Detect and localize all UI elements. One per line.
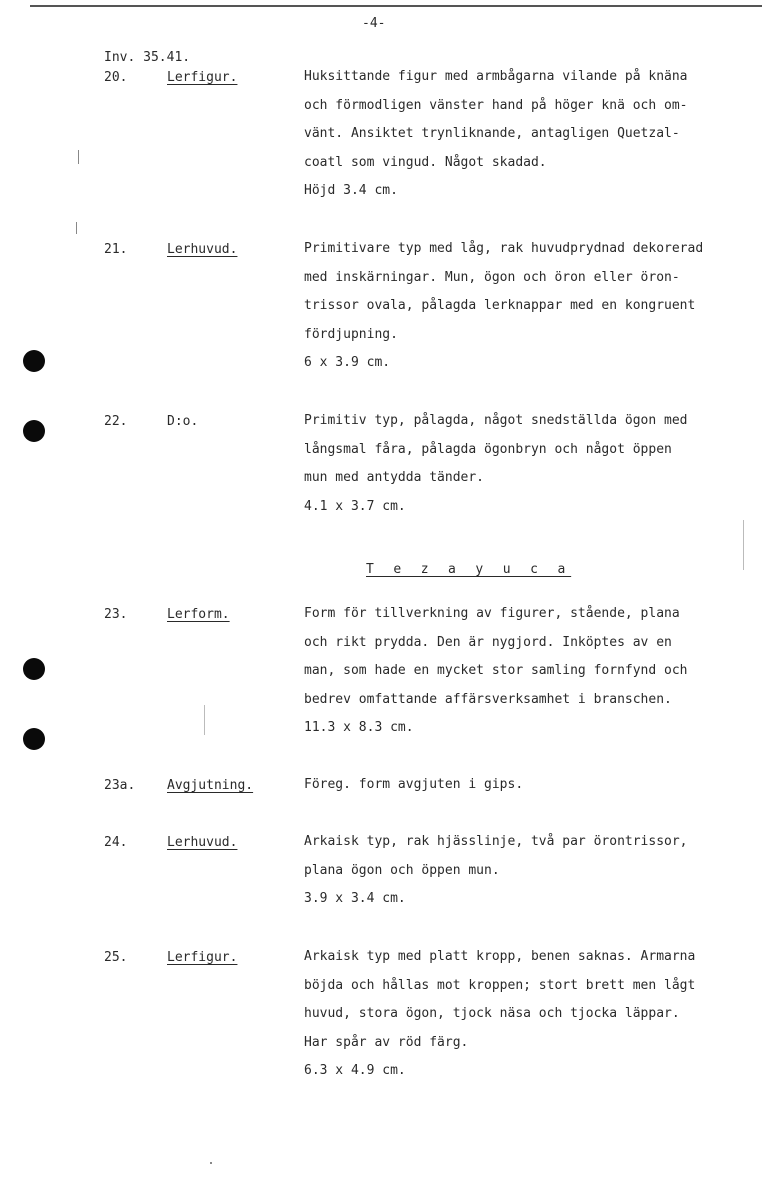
- entry-label: Lerfigur.: [167, 70, 238, 85]
- description-line: man, som hade en mycket stor samling fornfynd och: [304, 663, 688, 678]
- description-line: Primitivare typ med låg, rak huvudprydnad dekorerad: [304, 241, 704, 256]
- entry-label: Lerhuvud.: [167, 835, 238, 850]
- description-line: Form för tillverkning av figurer, stående, plana: [304, 606, 680, 621]
- description-line: Har spår av röd färg.: [304, 1034, 469, 1050]
- top-rule: [30, 5, 762, 7]
- entry-description: [304, 407, 749, 521]
- description-line: Föreg. form avgjuten i gips.: [304, 777, 524, 792]
- description-line: trissor ovala, pålagda lerknappar med en kongruent: [304, 298, 696, 313]
- entry-number: 22.: [104, 414, 128, 429]
- description-line: Höjd 3.4 cm.: [304, 183, 398, 198]
- description-line: 6 x 3.9 cm.: [304, 355, 391, 370]
- description-line: och rikt prydda. Den är nygjord. Inköptes av en: [304, 634, 672, 650]
- entry-number: 24.: [104, 835, 128, 850]
- description-line: Arkaisk typ, rak hjässlinje, två par örontrissor,: [304, 834, 688, 849]
- entry-description: [304, 63, 749, 206]
- entry-description: [304, 943, 749, 1086]
- description-line: coatl som vingud. Något skadad.: [304, 154, 547, 170]
- entry-number: 25.: [104, 950, 128, 965]
- description-line: mun med antydda tänder.: [304, 470, 485, 485]
- entry-label: Lerhuvud.: [167, 242, 238, 257]
- entry-description: [304, 235, 749, 378]
- entry-number: 23.: [104, 607, 128, 622]
- description-line: böjda och hållas mot kroppen; stort brett men lågt: [304, 977, 696, 993]
- description-line: långsmal fåra, pålagda ögonbryn och något öppen: [304, 441, 672, 457]
- entry-number: 21.: [104, 242, 128, 257]
- punch-hole: [23, 350, 45, 372]
- entry-number: 20.: [104, 70, 128, 85]
- description-line: med inskärningar. Mun, ögon och öron eller öron-: [304, 269, 680, 285]
- punch-hole: [23, 728, 45, 750]
- punch-hole: [23, 658, 45, 680]
- description-line: vänt. Ansiktet trynliknande, antagligen Quetzal-: [304, 126, 680, 141]
- description-line: Huksittande figur med armbågarna vilande på knäna: [304, 69, 688, 84]
- entry-number: 23a.: [104, 778, 136, 793]
- description-line: huvud, stora ögon, tjock näsa och tjocka läppar.: [304, 1006, 680, 1021]
- scan-mark: [78, 150, 79, 164]
- description-line: plana ögon och öppen mun.: [304, 862, 500, 878]
- description-line: 6.3 x 4.9 cm.: [304, 1063, 406, 1078]
- scan-mark: [743, 520, 744, 570]
- inventory-number: Inv. 35.41.: [104, 50, 191, 65]
- entry-label: Avgjutning.: [167, 778, 254, 793]
- description-line: fördjupning.: [304, 326, 398, 342]
- entry-label: Lerfigur.: [167, 950, 238, 965]
- description-line: bedrev omfattande affärsverksamhet i branschen.: [304, 691, 672, 707]
- entry-description: [304, 771, 749, 800]
- description-line: 3.9 x 3.4 cm.: [304, 891, 406, 906]
- description-line: 11.3 x 8.3 cm.: [304, 720, 414, 735]
- entry-label: Lerform.: [167, 607, 230, 622]
- scan-mark: [76, 222, 77, 234]
- entry-label: D:o.: [167, 414, 199, 429]
- scan-mark: [204, 705, 205, 735]
- description-line: Arkaisk typ med platt kropp, benen saknas. Armarna: [304, 949, 696, 964]
- punch-hole: [23, 420, 45, 442]
- entry-description: [304, 600, 749, 743]
- section-heading: T e z a y u c a: [366, 562, 572, 577]
- description-line: 4.1 x 3.7 cm.: [304, 498, 406, 514]
- description-line: Primitiv typ, pålagda, något snedställda ögon med: [304, 413, 688, 428]
- page-number: -4-: [362, 16, 386, 31]
- scan-mark: [210, 1162, 212, 1164]
- entry-description: [304, 828, 749, 914]
- description-line: och förmodligen vänster hand på höger knä och om-: [304, 97, 688, 113]
